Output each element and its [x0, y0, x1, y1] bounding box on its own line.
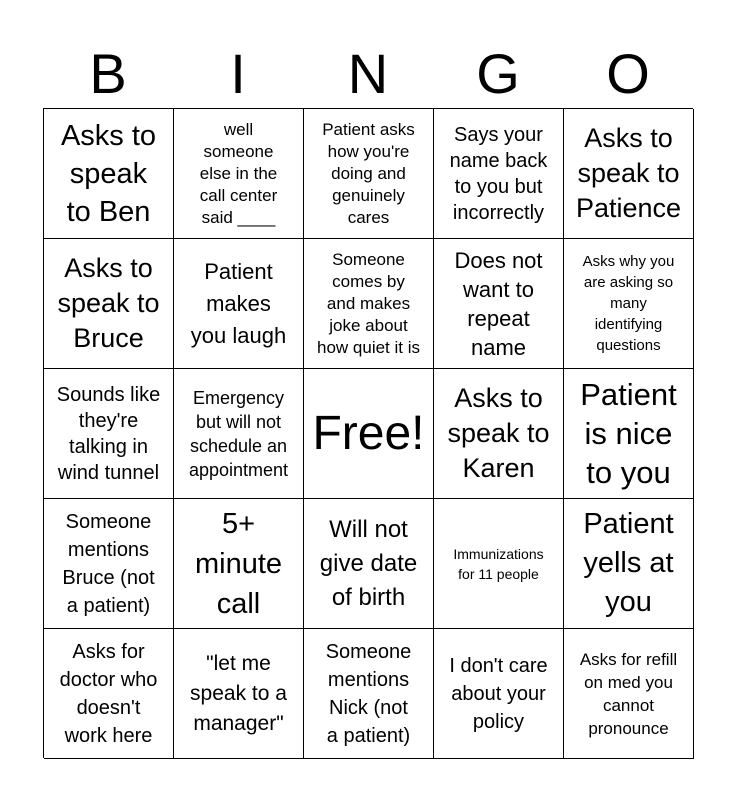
bingo-grid — [43, 108, 693, 758]
bingo-cell[interactable] — [44, 109, 174, 239]
bingo-cell[interactable] — [434, 239, 564, 369]
header-letter-g: G — [476, 42, 520, 105]
bingo-cell[interactable] — [44, 629, 174, 759]
cell-text: Does not want to repeat name — [454, 247, 543, 360]
header-letter-b: B — [89, 42, 127, 105]
cell-text: I don't care about your policy — [449, 654, 548, 733]
cell-text: Asks for doctor who doesn't work here — [59, 640, 158, 747]
cell-text: Asks to speak to Ben — [60, 119, 157, 228]
cell-text: well someone else in the call center said ____ — [199, 119, 278, 227]
cell-text: Someone mentions Bruce (not a patient) — [62, 510, 155, 617]
cell-text: Sounds like they're talking in wind tunnel — [56, 383, 161, 484]
bingo-cell[interactable] — [174, 499, 304, 629]
bingo-cell[interactable] — [304, 629, 434, 759]
bingo-cell[interactable] — [174, 239, 304, 369]
cell-text: Patient makes you laugh — [190, 258, 287, 348]
cell-text: Says your name back to you but incorrectly — [449, 123, 548, 224]
bingo-cell[interactable] — [44, 239, 174, 369]
cell-text: Asks for refill on med you cannot pronounce — [579, 649, 678, 738]
bingo-header — [43, 40, 693, 108]
bingo-cell[interactable] — [564, 499, 694, 629]
free-space-text: Free! — [312, 406, 425, 460]
cell-text: Patient asks how you're doing and genuinely cares — [322, 119, 415, 227]
cell-text: Immunizations for 11 people — [453, 545, 544, 582]
bingo-cell[interactable] — [174, 629, 304, 759]
bingo-cell[interactable] — [44, 499, 174, 629]
bingo-cell[interactable] — [434, 629, 564, 759]
bingo-cell[interactable] — [304, 499, 434, 629]
bingo-cell[interactable] — [304, 239, 434, 369]
cell-text: Emergency but will not schedule an appointment — [188, 387, 289, 480]
cell-text: Will not give date of birth — [319, 515, 418, 611]
cell-text: Patient yells at you — [583, 508, 674, 618]
cell-text: 5+ minute call — [194, 507, 283, 620]
bingo-cell[interactable] — [434, 499, 564, 629]
bingo-cell[interactable] — [174, 109, 304, 239]
free-space-cell[interactable] — [304, 369, 434, 499]
cell-text: Someone mentions Nick (not a patient) — [325, 640, 412, 747]
cell-text: Someone comes by and makes joke about how quiet it is — [317, 249, 420, 357]
bingo-cell[interactable] — [434, 109, 564, 239]
bingo-cell[interactable] — [304, 109, 434, 239]
bingo-cell[interactable] — [174, 369, 304, 499]
header-letter-n: N — [347, 42, 389, 105]
bingo-cell[interactable] — [564, 239, 694, 369]
bingo-cell[interactable] — [564, 109, 694, 239]
cell-text: Asks to speak to Karen — [447, 383, 550, 483]
cell-text: Patient is nice to you — [580, 377, 677, 490]
cell-text: Asks why you are asking so many identifying questions — [582, 253, 675, 354]
bingo-cell[interactable] — [564, 369, 694, 499]
bingo-cell[interactable] — [434, 369, 564, 499]
cell-text: Asks to speak to Bruce — [57, 253, 160, 353]
cell-text: "let me speak to a manager" — [190, 651, 287, 735]
header-letter-o: O — [606, 42, 650, 105]
bingo-cell[interactable] — [44, 369, 174, 499]
cell-text: Asks to speak to Patience — [575, 123, 682, 223]
bingo-cell[interactable] — [564, 629, 694, 759]
header-letter-i: I — [230, 42, 246, 105]
